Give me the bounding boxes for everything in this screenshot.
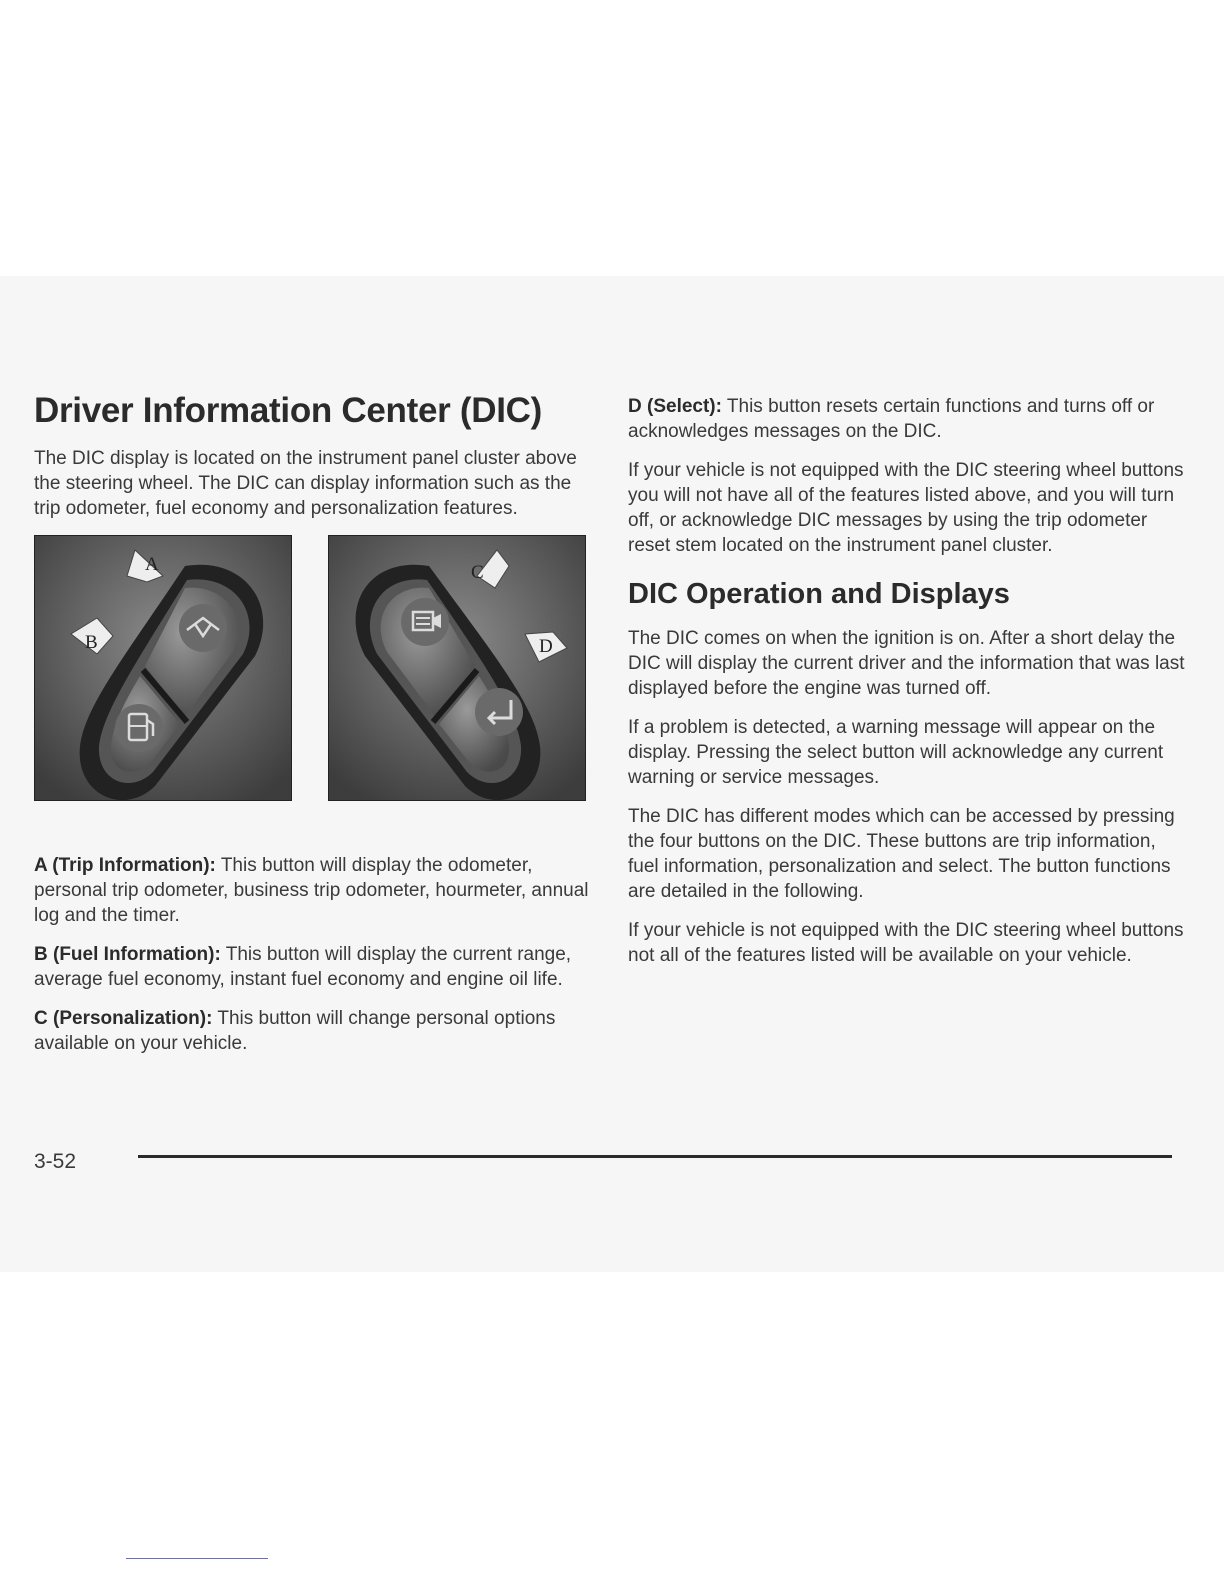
label-d: D <box>539 636 553 657</box>
item-a-term: A (Trip Information): <box>34 855 216 876</box>
left-column <box>34 390 590 1070</box>
photo-buttons-ab <box>34 535 292 801</box>
item-a <box>34 853 590 928</box>
item-b-text: This button will display the current range, average fuel economy, instant fuel economy and engine oil life. <box>34 944 572 990</box>
footer-rule <box>138 1155 1172 1158</box>
warning-paragraph: If a problem is detected, a warning message will appear on the display. Pressing the select button will acknowledge any current warning or service messages. <box>628 717 1164 788</box>
item-b-term: B (Fuel Information): <box>34 944 221 965</box>
label-c: C <box>471 562 484 583</box>
steering-buttons-left-image <box>35 536 291 800</box>
label-b: B <box>85 632 98 653</box>
modes-paragraph: The DIC has different modes which can be accessed by pressing the four buttons on the DIC. These buttons are trip information, fuel information, personalization and select. The button functions are detailed in the following. <box>628 806 1175 902</box>
button-photos <box>34 535 590 831</box>
not-equipped-paragraph: If your vehicle is not equipped with the DIC steering wheel buttons not all of the features listed will be available on your vehicle. <box>628 920 1184 966</box>
label-a: A <box>145 554 159 575</box>
page-title: Driver Information Center (DIC) <box>34 391 542 430</box>
item-b <box>34 942 590 992</box>
steering-buttons-right-image <box>329 536 585 800</box>
page-number: 3-52 <box>34 1150 77 1173</box>
item-d-text: This button resets certain functions and turns off or acknowledges messages on the DIC. <box>628 396 1155 442</box>
intro-paragraph: The DIC display is located on the instrument panel cluster above the steering wheel. The DIC can display information such as the trip odometer, fuel economy and personalization features. <box>34 448 577 519</box>
no-buttons-paragraph: If your vehicle is not equipped with the DIC steering wheel buttons you will not have all of the features listed above, and you will turn off, or acknowledge DIC messages by using the trip odometer reset stem located on the instrument panel cluster. <box>628 460 1184 556</box>
operation-paragraph: The DIC comes on when the ignition is on. After a short delay the DIC will display the current driver and the information that was last displayed before the engine was turned off. <box>628 628 1185 699</box>
item-c-text: This button will change personal options available on your vehicle. <box>34 1008 556 1054</box>
link-underline <box>126 1558 268 1559</box>
section-heading: DIC Operation and Displays <box>628 578 1010 610</box>
item-d-term: D (Select): <box>628 396 722 417</box>
right-column <box>628 394 1188 982</box>
photo-buttons-cd <box>328 535 586 801</box>
item-c <box>34 1006 590 1056</box>
item-a-text: This button will display the odometer, personal trip odometer, business trip odometer, hourmeter, annual log and the timer. <box>34 855 589 926</box>
item-d <box>628 394 1188 444</box>
item-c-term: C (Personalization): <box>34 1008 213 1029</box>
